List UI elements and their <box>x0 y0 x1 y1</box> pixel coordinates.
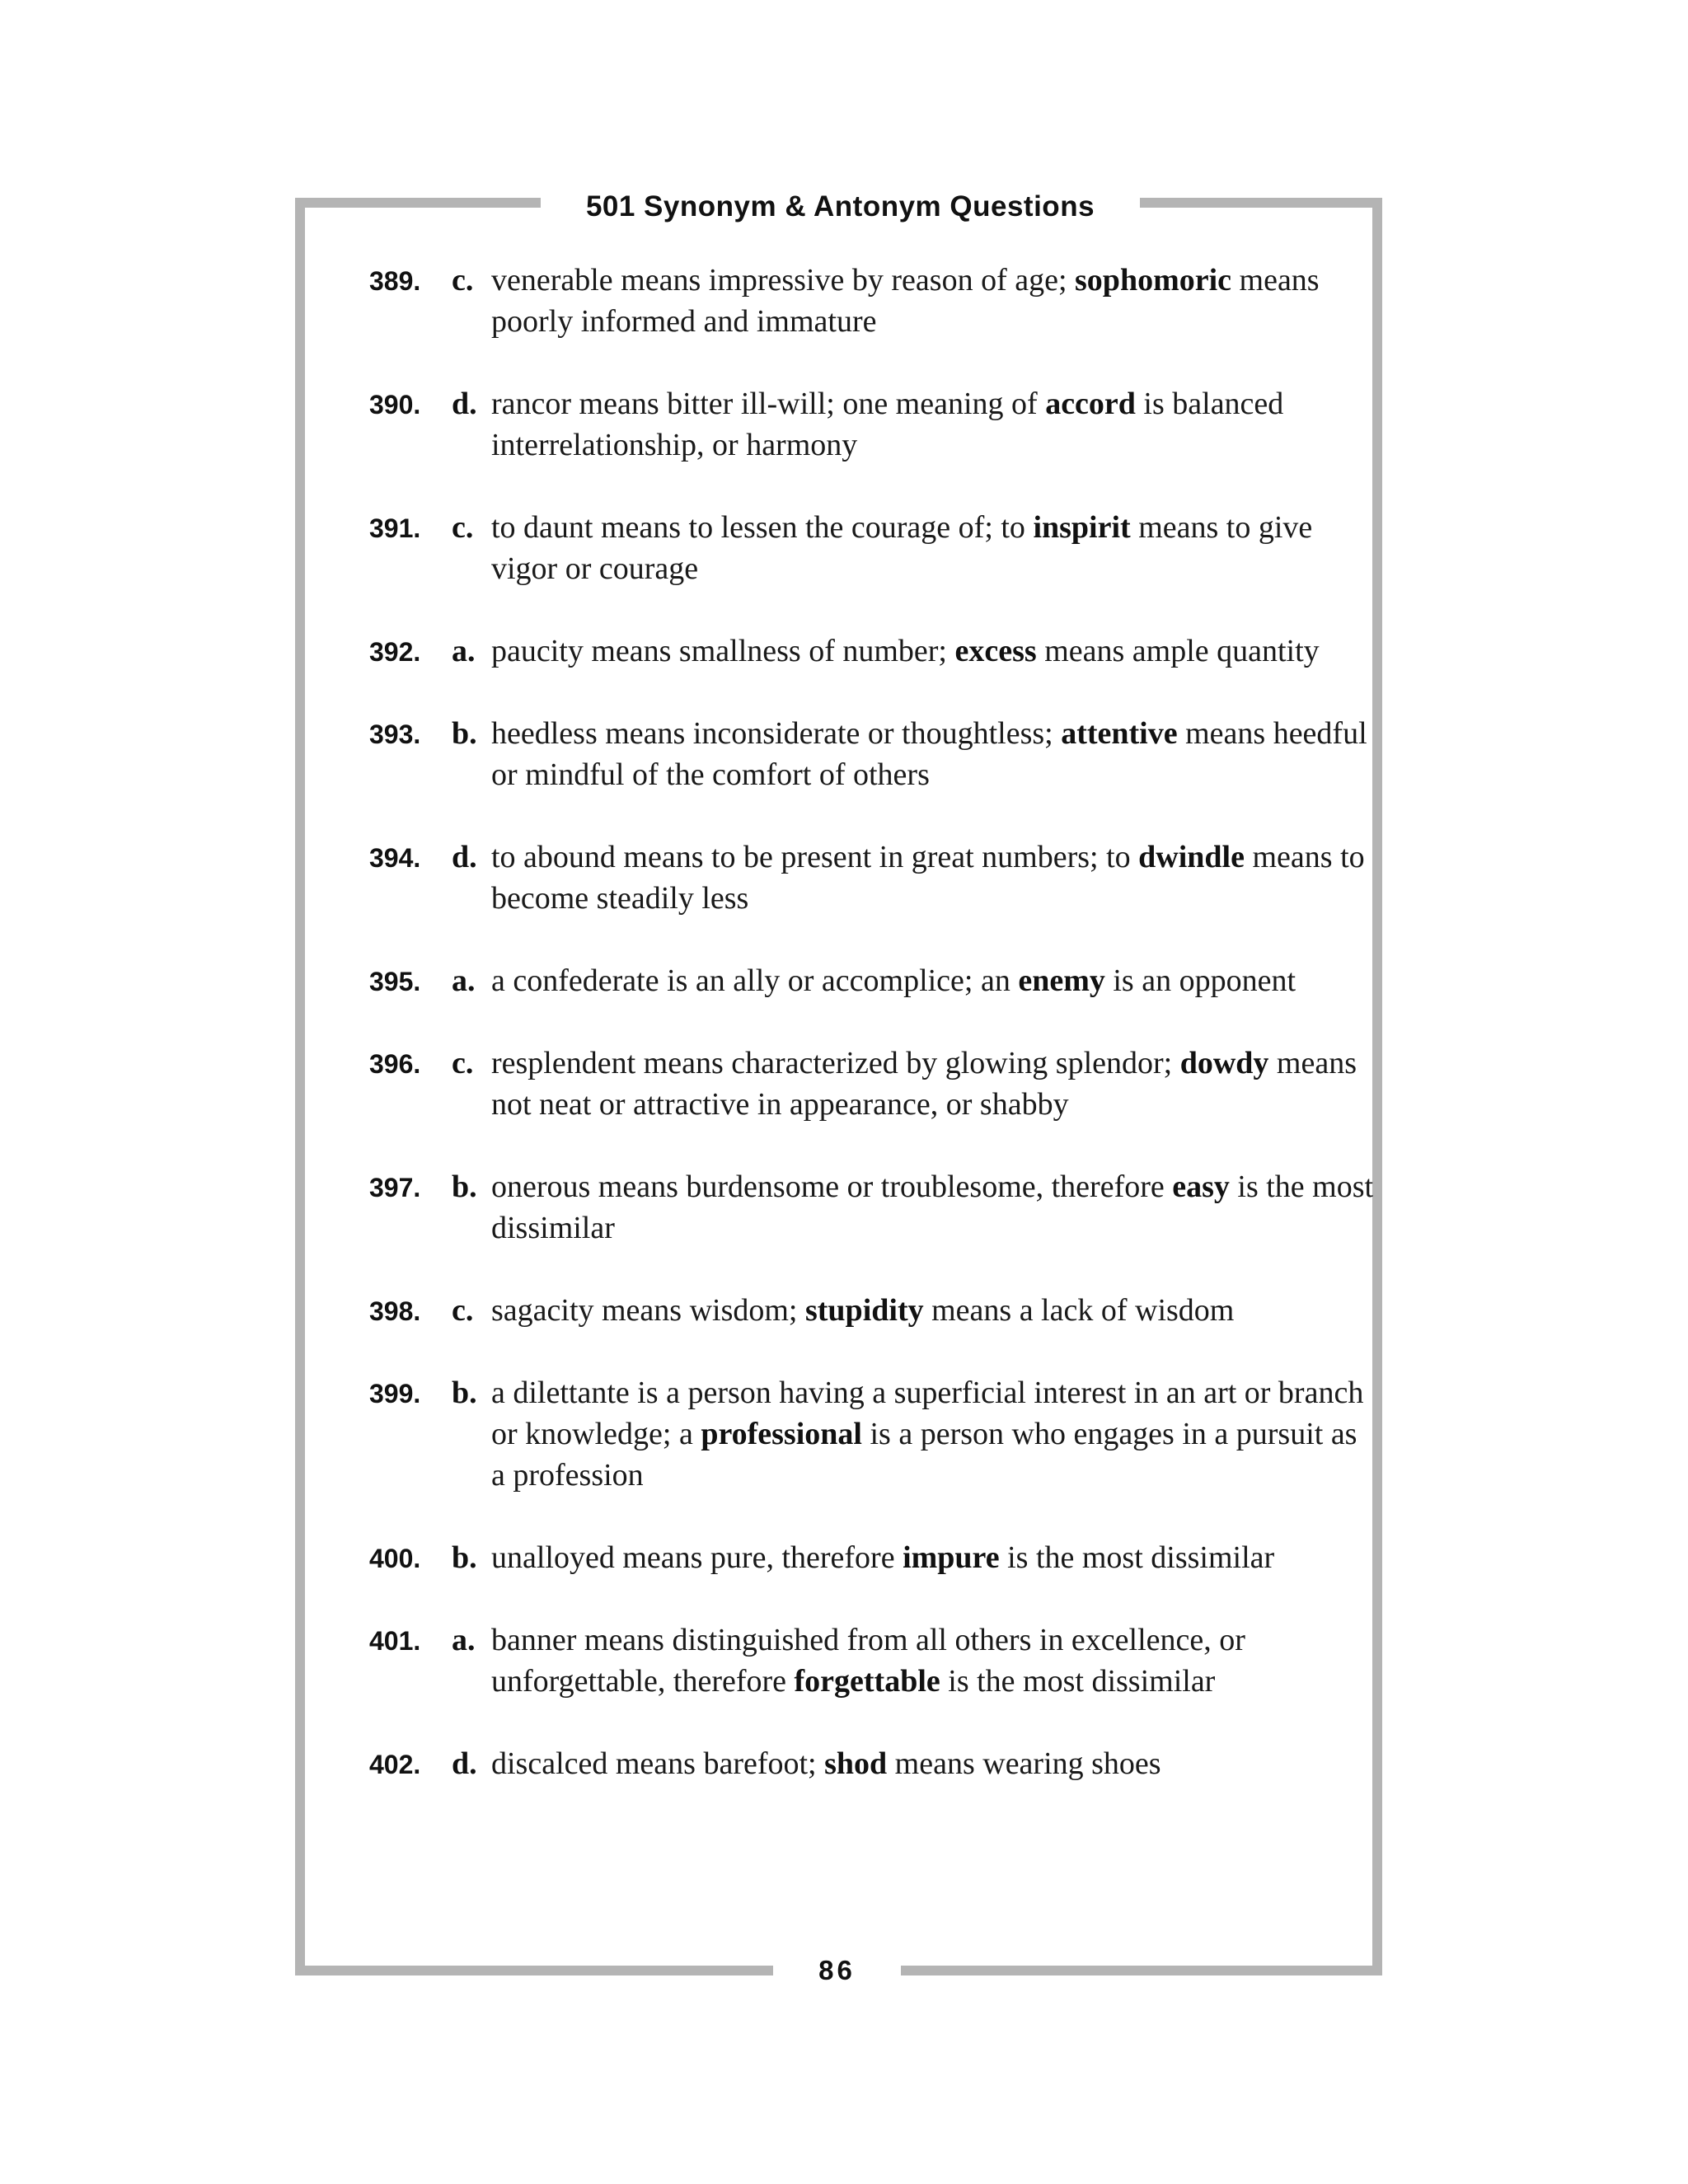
answer-term: enemy <box>1018 963 1105 998</box>
running-head-title: 501 Synonym & Antonym Questions <box>585 190 1095 223</box>
explanation-text: means ample quantity <box>1036 634 1320 668</box>
answer-entry-395 <box>369 960 1375 1001</box>
explanation-text: means a lack of wisdom <box>923 1293 1235 1328</box>
question-number: 391. <box>369 513 421 543</box>
question-number: 393. <box>369 719 421 749</box>
frame-bottom-left-rule <box>295 1966 773 1975</box>
explanation-text: is the most dissimilar <box>999 1540 1275 1575</box>
answer-term: excess <box>954 634 1037 668</box>
explanation-text: banner means distinguished from all others in excellence, or unforgettable, therefore <box>491 1623 1245 1699</box>
answer-term: accord <box>1045 387 1136 421</box>
explanation-text: a dilettante is a person having a superficial interest in an art or branch or knowledge; a <box>491 1376 1364 1451</box>
answer-entry-398 <box>369 1290 1375 1331</box>
question-number: 395. <box>369 967 421 996</box>
frame-bottom-right-rule <box>901 1966 1382 1975</box>
explanation-text: paucity means smallness of number; <box>491 634 955 668</box>
explanation-text: to abound means to be present in great numbers; to <box>491 840 1139 874</box>
answer-term: sophomoric <box>1075 263 1232 298</box>
answer-entry-396 <box>369 1043 1375 1125</box>
page-number: 86 <box>818 1955 856 1985</box>
explanation-text: heedless means inconsiderate or thoughtless; <box>491 716 1062 751</box>
explanation-text: means wearing shoes <box>887 1746 1161 1781</box>
answer-term: shod <box>824 1746 888 1781</box>
frame-top-left-rule <box>295 198 541 208</box>
answer-entry-400 <box>369 1537 1375 1578</box>
explanation-text: is an opponent <box>1104 963 1296 998</box>
answer-term: forgettable <box>794 1664 940 1699</box>
answer-term: attentive <box>1061 716 1178 751</box>
answer-letter: a. <box>452 1623 476 1657</box>
explanation-text: onerous means burdensome or troublesome, therefore <box>491 1169 1173 1204</box>
answer-entry-392 <box>369 630 1375 672</box>
question-number: 394. <box>369 843 421 873</box>
answer-letter: b. <box>452 716 477 751</box>
answer-term: inspirit <box>1033 510 1131 545</box>
answer-letter: a. <box>452 634 476 668</box>
answer-letter: c. <box>452 263 474 298</box>
answer-letter: b. <box>452 1169 477 1204</box>
answer-entry-394 <box>369 837 1375 919</box>
frame-left-rule <box>295 198 305 1975</box>
explanation-text: sagacity means wisdom; <box>491 1293 805 1328</box>
answer-term: impure <box>903 1540 1000 1575</box>
explanation-text: resplendent means characterized by glowing splendor; <box>491 1046 1180 1080</box>
explanation-text: to daunt means to lessen the courage of; to <box>491 510 1034 545</box>
answer-entry-390 <box>369 383 1375 466</box>
answer-entry-402 <box>369 1743 1375 1784</box>
answer-letter: c. <box>452 1293 474 1328</box>
answer-term: dwindle <box>1138 840 1245 874</box>
question-number: 402. <box>369 1750 421 1779</box>
explanation-text: means heedful or mindful of the comfort of others <box>491 716 1367 792</box>
explanation-text: venerable means impressive by reason of age; <box>491 263 1076 298</box>
frame-top-right-rule <box>1140 198 1382 208</box>
answer-letter: c. <box>452 510 474 545</box>
answer-entry-389 <box>369 260 1375 342</box>
explanation-text: means to give vigor or courage <box>491 510 1313 586</box>
answer-entry-401 <box>369 1619 1375 1702</box>
question-number: 390. <box>369 390 421 419</box>
explanation-text: is the most dissimilar <box>940 1664 1216 1699</box>
explanation-text: rancor means bitter ill-will; one meaning of <box>491 387 1046 421</box>
explanation-text: means not neat or attractive in appearance, or shabby <box>491 1046 1357 1122</box>
answer-letter: d. <box>452 1746 477 1781</box>
answer-term: stupidity <box>804 1293 924 1328</box>
question-number: 396. <box>369 1049 421 1079</box>
question-number: 398. <box>369 1296 421 1326</box>
answer-term: easy <box>1172 1169 1230 1204</box>
answer-letter: c. <box>452 1046 474 1080</box>
question-number: 401. <box>369 1626 421 1656</box>
question-number: 389. <box>369 266 421 296</box>
explanation-text: means to become steadily less <box>491 840 1365 916</box>
explanation-text: is a person who engages in a pursuit as a profession <box>491 1417 1357 1493</box>
explanation-text: means poorly informed and immature <box>491 263 1320 339</box>
explanation-text: is balanced interrelationship, or harmony <box>491 387 1284 462</box>
answer-entry-393 <box>369 713 1375 795</box>
answer-entry-397 <box>369 1166 1375 1249</box>
question-number: 399. <box>369 1379 421 1408</box>
question-number: 392. <box>369 637 421 667</box>
question-number: 397. <box>369 1173 421 1202</box>
answer-list <box>369 260 1375 1825</box>
answer-letter: a. <box>452 963 476 998</box>
explanation-text: unalloyed means pure, therefore <box>491 1540 903 1575</box>
question-number: 400. <box>369 1544 421 1573</box>
answer-term: professional <box>701 1417 862 1451</box>
explanation-text: discalced means barefoot; <box>491 1746 825 1781</box>
explanation-text: is the most dissimilar <box>491 1169 1374 1245</box>
answer-entry-391 <box>369 507 1375 589</box>
explanation-text: a confederate is an ally or accomplice; an <box>491 963 1019 998</box>
answer-letter: d. <box>452 387 477 421</box>
answer-entry-399 <box>369 1372 1375 1496</box>
answer-term: dowdy <box>1179 1046 1269 1080</box>
answer-letter: d. <box>452 840 477 874</box>
answer-letter: b. <box>452 1540 477 1575</box>
answer-letter: b. <box>452 1376 477 1410</box>
